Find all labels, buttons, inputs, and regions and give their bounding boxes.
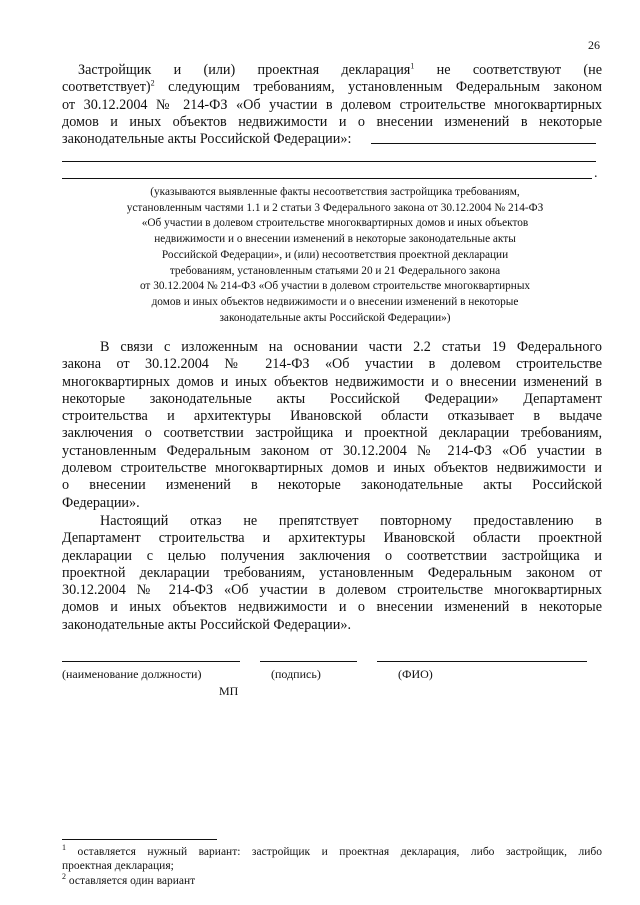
footnote-1-line-1: $^1$ оставляется нужный вариант: застройщик и проектная декларация, либо застройщик, либо [62, 843, 602, 858]
intro-line-1: Застройщик и (или) проектная декларация$^1$ не соответствуют (не [78, 61, 602, 78]
explanatory-note [100, 185, 570, 326]
blank-line-2[interactable] [62, 161, 596, 162]
footnote-ref-1: 1 [410, 61, 415, 71]
note-line: от 30.12.2004 № 214-ФЗ «Об участии в долевом строительстве многоквартирных [139, 280, 531, 293]
note-line: законодательные акты Российской Федерации») [219, 311, 451, 324]
footnote-1 [62, 845, 602, 873]
paragraph-line: Федерации». [62, 494, 140, 511]
note-line: Российской Федерации», и (или) несоответствия проектной декларации [161, 248, 509, 261]
note-paragraph [62, 513, 602, 634]
paragraph-line: законодательные акты Российской Федерации». [62, 616, 351, 633]
position-line[interactable] [62, 661, 240, 662]
footnote-ref-2: 2 [150, 78, 155, 88]
intro-line-3: от 30.12.2004 № 214-ФЗ «Об участии в долевом строительстве многоквартирных [62, 96, 602, 113]
paragraph-line: декларации с целью получения заключения о соответствии застройщика и [62, 547, 602, 564]
blank-line-end-dot: . [594, 166, 598, 181]
paragraph-line: о внесении изменений в некоторые законодательные акты Российской [62, 477, 602, 494]
paragraph-line: домов и иных объектов недвижимости и о внесении изменений в некоторые [62, 599, 602, 616]
paragraph-line: установленным Федеральным законом от 30.12.2004 № 214-ФЗ «Об участии в [62, 442, 602, 459]
paragraph-line: строительства и архитектуры Ивановской области отказывает в выдаче [62, 408, 602, 425]
paragraph-line: Департамент строительства и архитектуры Ивановской области проектной [62, 530, 602, 547]
paragraph-line: Настоящий отказ не препятствует повторному предоставлению в [100, 513, 602, 529]
note-line: недвижимости и о внесении изменений в некоторые законодательные акты [154, 233, 516, 246]
note-line: (указываются выявленные факты несоответствия застройщика требованиям, [150, 186, 520, 198]
intro-line-2: соответствует)$^2$ следующим требованиям, установленным Федеральным законом [62, 78, 602, 96]
name-line[interactable] [377, 661, 587, 662]
signature-label: (подпись) [271, 667, 321, 681]
paragraph-line: проектной декларации требованиям, установленным Федеральным законом от [62, 564, 602, 581]
note-line: установленным частями 1.1 и 2 статьи 3 Федерального закона от 30.12.2004 № 214-ФЗ [126, 201, 544, 214]
paragraph-line: заключения о соответствии застройщика и проектной декларации требованиям, [62, 425, 602, 442]
paragraph-line: закона от 30.12.2004 № 214-ФЗ «Об участии в долевом строительстве [62, 356, 602, 373]
blank-line-3[interactable] [62, 178, 592, 179]
paragraph-line: некоторые законодательные акты Российской Федерации» Департамент [62, 390, 602, 407]
note-line: требованиям, установленным статьями 20 и 21 Федерального закона [169, 264, 501, 277]
footnote-separator [62, 839, 217, 840]
stamp-label: МП [219, 684, 239, 698]
page-number: 26 [588, 38, 600, 52]
position-label: (наименование должности) [62, 667, 202, 681]
blank-line-1[interactable] [371, 143, 596, 144]
intro-line-4: домов и иных объектов недвижимости и о внесении изменений в некоторые [62, 113, 602, 130]
note-line: домов и иных объектов недвижимости и о внесении изменений в некоторые [151, 295, 519, 308]
paragraph-line: многоквартирных домов и иных объектов недвижимости и о внесении изменений в [62, 373, 602, 390]
signature-line[interactable] [260, 661, 357, 662]
paragraph-line: долевом строительстве многоквартирных домов и иных объектов недвижимости и [62, 460, 602, 477]
footnote-1-line-2: проектная декларация; [62, 860, 174, 872]
name-label: (ФИО) [398, 667, 433, 681]
note-line: «Об участии в долевом строительстве многоквартирных домов и иных объектов [141, 217, 529, 230]
refusal-paragraph [62, 339, 602, 512]
intro-line-5: законодательные акты Российской Федерации»: [62, 131, 352, 148]
intro-paragraph [62, 62, 602, 148]
paragraph-line: В связи с изложенным на основании части 2.2 статьи 19 Федерального [100, 339, 602, 355]
paragraph-line: 30.12.2004 № 214-ФЗ «Об участии в долевом строительстве многоквартирных [62, 582, 602, 599]
footnote-2: $^2$ оставляется один вариант [62, 872, 196, 887]
